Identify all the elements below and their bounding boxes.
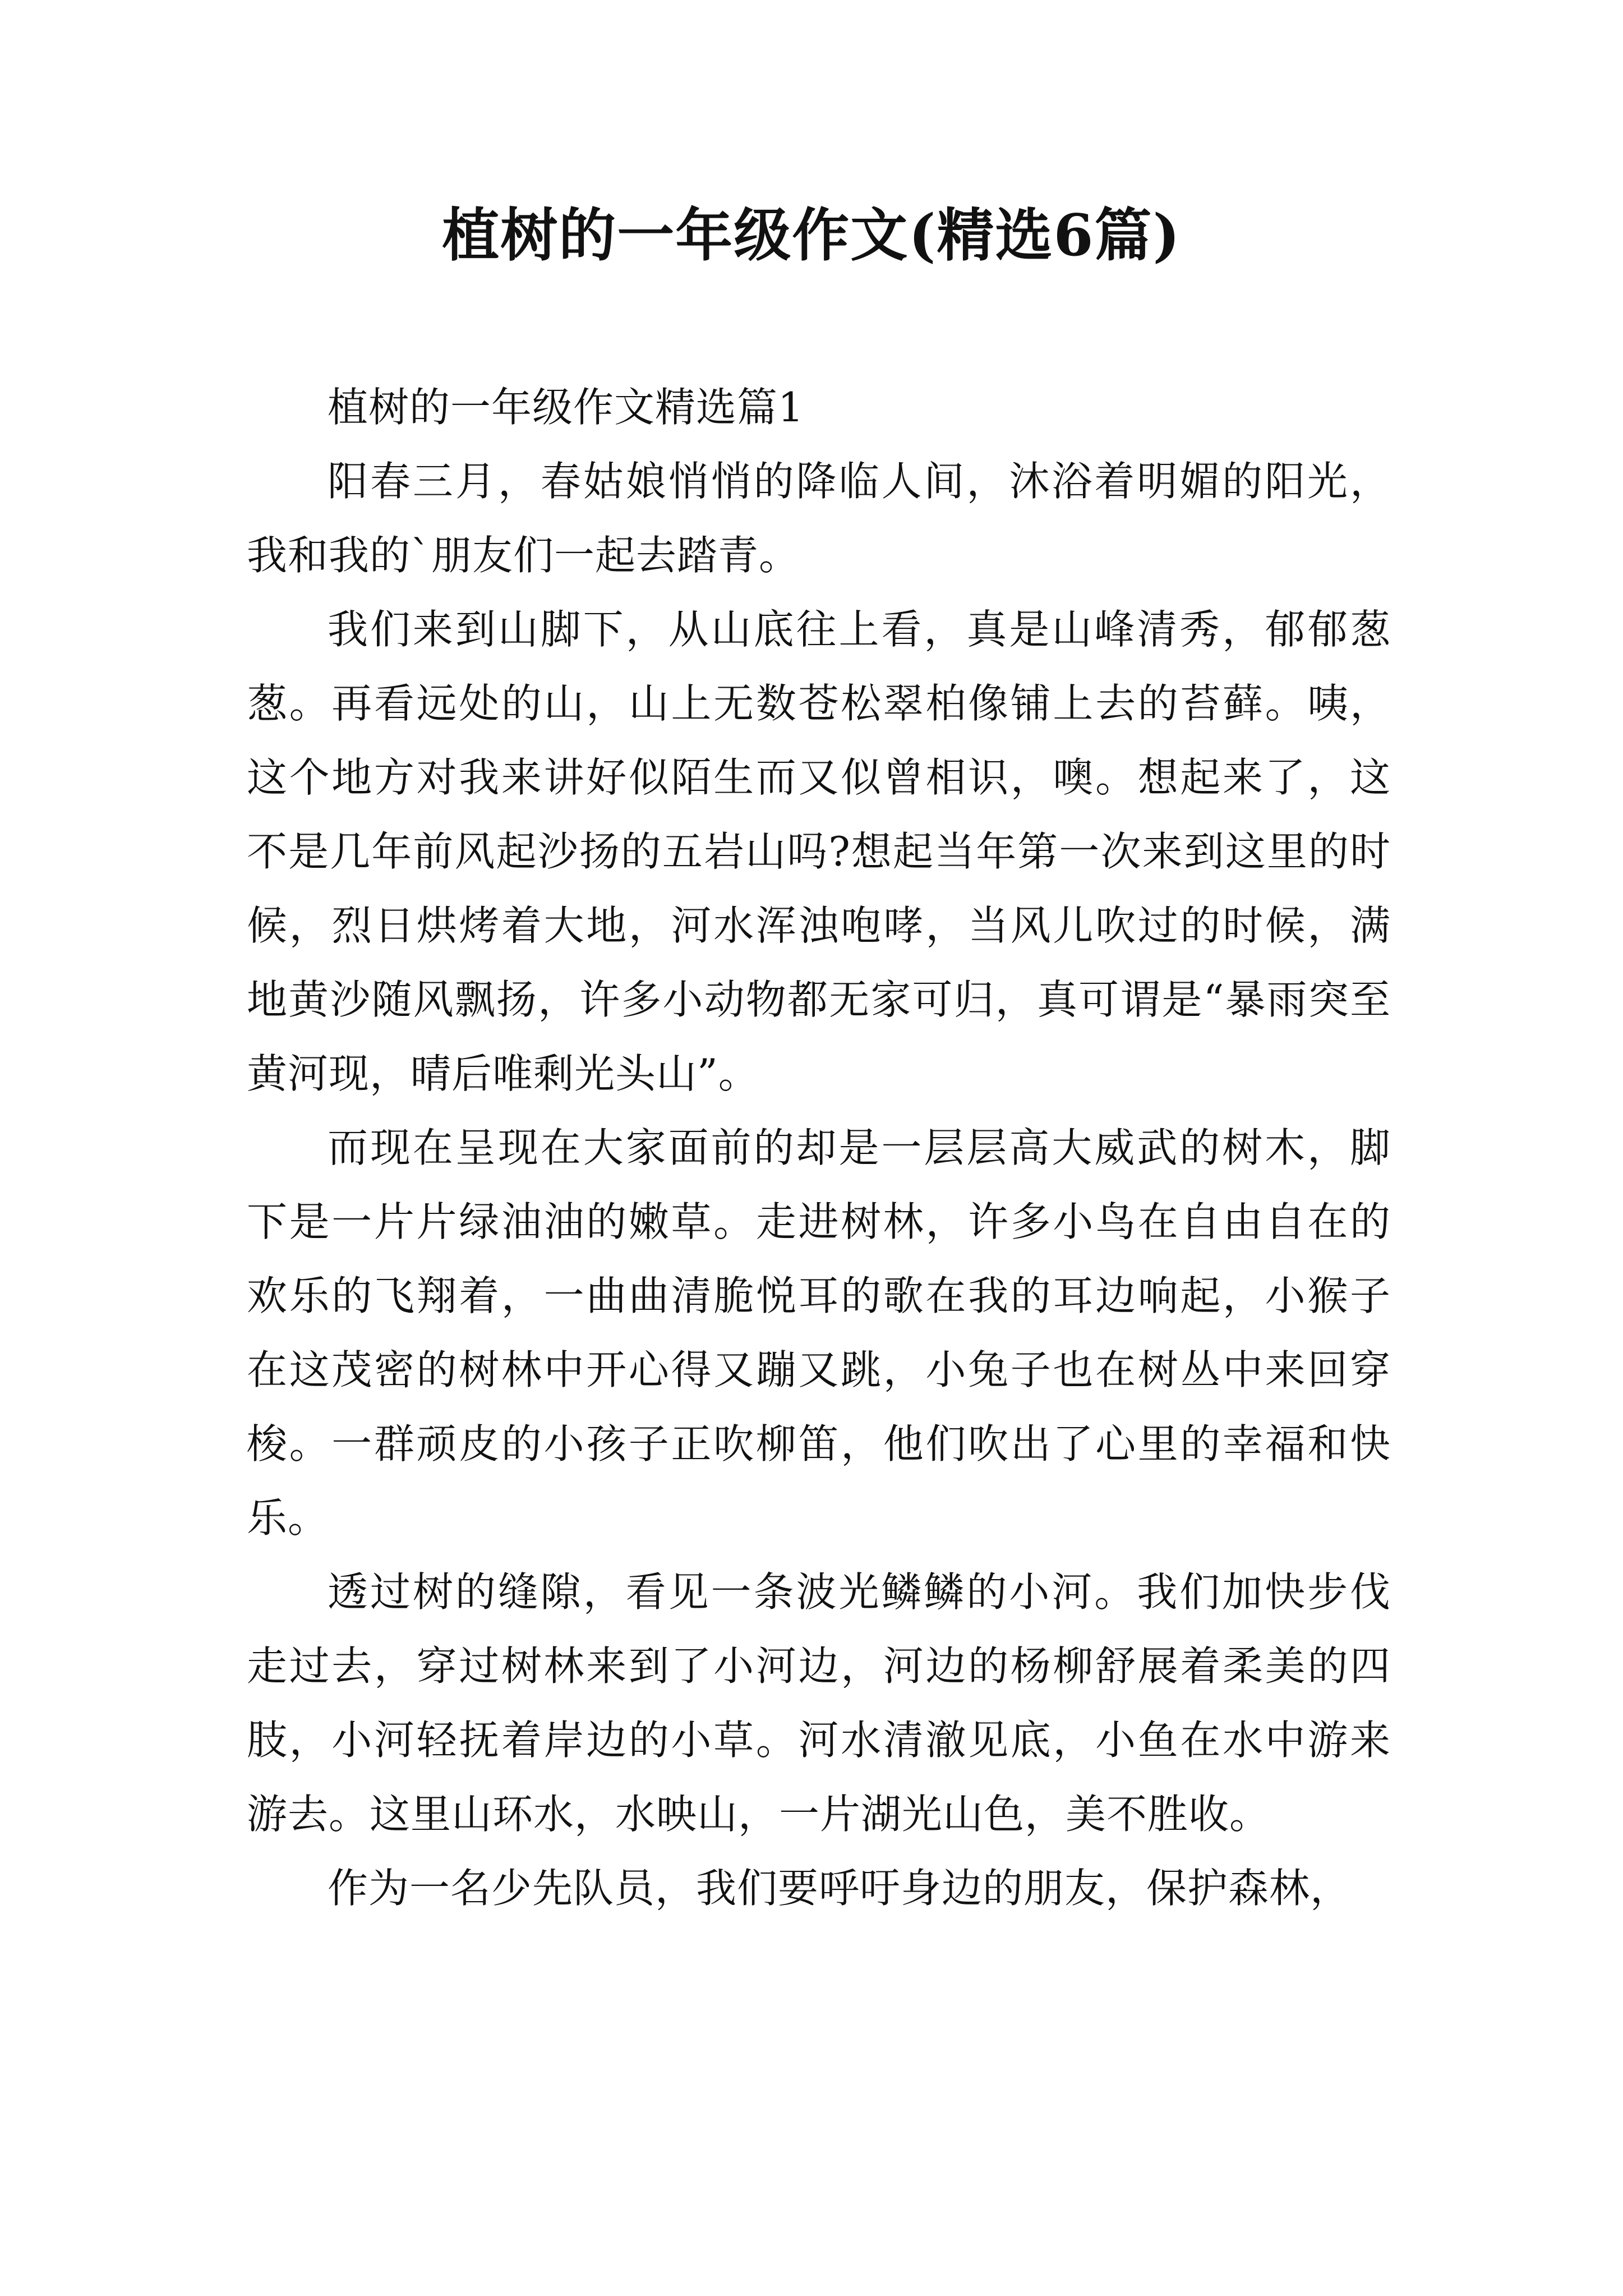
document-title: 植树的一年级作文(精选6篇)	[442, 202, 1181, 269]
paragraph: 阳春三月，春姑娘悄悄的降临人间，沐浴着明媚的阳光，我和我的`朋友们一起去踏青。	[247, 458, 1391, 579]
paragraph: 作为一名少先队员，我们要呼吁身边的朋友，保护森林，	[328, 1865, 1352, 1912]
paragraph: 我们来到山脚下，从山底往上看，真是山峰清秀，郁郁葱葱。再看远处的山，山上无数苍松翠柏像铺上去的苔藓。咦，这个地方对我来讲好似陌生而又似曾相识，噢。想起来了，这不是几年前风起沙扬的五岩山吗?想起当年第一次来到这里的时候，烈日烘烤着大地，河水浑浊咆哮，当风儿吹过的时候，满地黄沙随风飘扬，许多小动物都无家可归，真可谓是“暴雨突至黄河现，晴后唯剩光头山”。	[247, 606, 1391, 1097]
paragraph: 而现在呈现在大家面前的却是一层层高大威武的树木，脚下是一片片绿油油的嫩草。走进树林，许多小鸟在自由自在的欢乐的飞翔着，一曲曲清脆悦耳的歌在我的耳边响起，小猴子在这茂密的树林中开心得又蹦又跳，小兔子也在树丛中来回穿梭。一群顽皮的小孩子正吹柳笛，他们吹出了心里的幸福和快乐。	[247, 1124, 1391, 1542]
paragraph: 透过树的缝隙，看见一条波光鳞鳞的小河。我们加快步伐走过去，穿过树林来到了小河边，河边的杨柳舒展着柔美的四肢，小河轻抚着岸边的小草。河水清澈见底，小鱼在水中游来游去。这里山环水，水映山，一片湖光山色，美不胜收。	[247, 1568, 1391, 1838]
document-body	[247, 370, 1391, 1925]
section-heading: 植树的一年级作文精选篇1	[328, 384, 804, 431]
